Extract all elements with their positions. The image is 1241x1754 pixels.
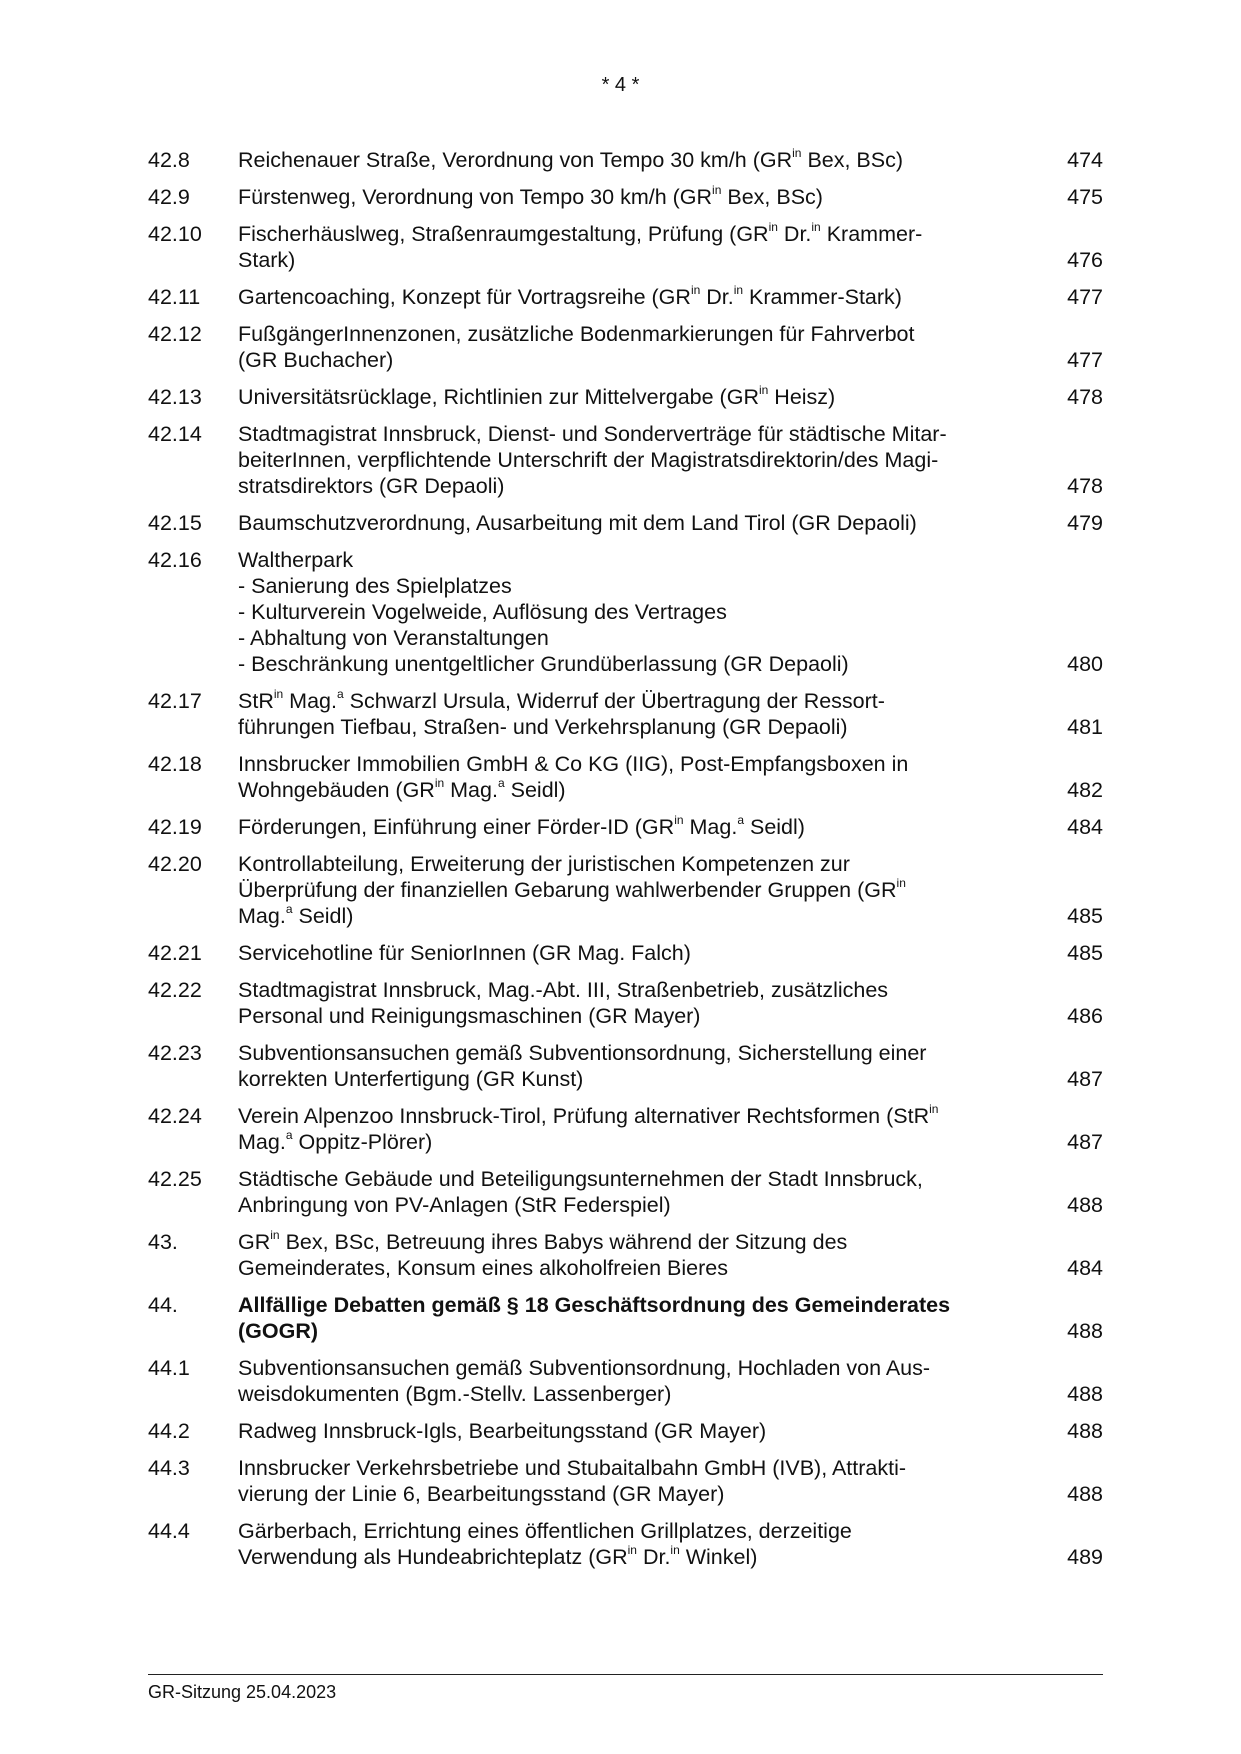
toc-entry [148, 547, 1103, 688]
toc-entry-title [238, 321, 1058, 384]
toc-entry-title [238, 814, 1058, 851]
toc-entry [148, 814, 1103, 851]
toc-entry-title-line: Innsbrucker Verkehrsbetriebe und Stubaitalbahn GmbH (IVB), Attrakti- [238, 1456, 907, 1480]
footer-session-date: GR-Sitzung 25.04.2023 [148, 1682, 337, 1702]
toc-entry-title-line: Subventionsansuchen gemäß Subventionsordnung, Sicherstellung einer [238, 1041, 927, 1065]
toc-entry-number: 42.25 [148, 1167, 202, 1191]
toc-entry-title [238, 977, 1058, 1040]
toc-entry-number: 42.12 [148, 322, 202, 346]
toc-entry-number: 44.1 [148, 1356, 190, 1380]
toc-entry-title [238, 1355, 1058, 1418]
toc-entry-title [238, 510, 1058, 547]
toc-entry-number: 42.10 [148, 222, 202, 246]
toc-entry-page: 484 [1067, 815, 1103, 839]
toc-entry-number: 43. [148, 1230, 178, 1254]
toc-entry-page: 481 [1067, 715, 1103, 739]
toc-entry-title-line: - Kulturverein Vogelweide, Auflösung des Vertrages [238, 600, 727, 624]
toc-entry-title-line: Anbringung von PV-Anlagen (StR Federspiel) [238, 1193, 671, 1217]
toc-entry-title [238, 1166, 1058, 1229]
toc-entry-page: 487 [1067, 1067, 1103, 1091]
toc-entry-title-line: Überprüfung der finanziellen Gebarung wahlwerbender Gruppen ($GR^{in}$ [238, 875, 906, 902]
toc-entry-number: 42.16 [148, 548, 202, 572]
toc-entry [148, 851, 1103, 940]
toc-entry-number: 42.18 [148, 752, 202, 776]
toc-entry-title-line: beiterInnen, verpflichtende Unterschrift der Magistratsdirektorin/des Magi- [238, 448, 939, 472]
toc-entry-title [238, 147, 1058, 184]
toc-entry [148, 940, 1103, 977]
toc-entry-page: 474 [1067, 148, 1103, 172]
toc-entry-title-line: Allfällige Debatten gemäß § 18 Geschäftsordnung des Gemeinderates [238, 1293, 951, 1317]
toc-entry-number: 42.23 [148, 1041, 202, 1065]
toc-entry-number: 42.14 [148, 422, 202, 446]
toc-entry-number: 42.8 [148, 148, 190, 172]
toc-entry-title-line: (GR Buchacher) [238, 348, 394, 372]
toc-entry-number: 42.9 [148, 185, 190, 209]
toc-entry-title-line: - Sanierung des Spielplatzes [238, 574, 512, 598]
toc-entry-title-line: Fürstenweg, Verordnung von Tempo 30 km/h ($GR^{in}$ Bex, BSc) [238, 182, 823, 209]
toc-entry-page: 478 [1067, 474, 1103, 498]
toc-entry-title [238, 851, 1058, 940]
toc-entry-title [238, 221, 1058, 284]
toc-entry-page: 475 [1067, 185, 1103, 209]
toc-entry-page: 482 [1067, 778, 1103, 802]
toc-entry-title [238, 1518, 1058, 1581]
toc-entry-number: 42.13 [148, 385, 202, 409]
toc-entry-page: 477 [1067, 285, 1103, 309]
toc-entry-page: 476 [1067, 248, 1103, 272]
toc-entry-page: 477 [1067, 348, 1103, 372]
toc-entry [148, 1518, 1103, 1581]
toc-entry-title-line: Kontrollabteilung, Erweiterung der juristischen Kompetenzen zur [238, 852, 850, 876]
toc-entry-title-line: Förderungen, Einführung einer Förder-ID ($GR^{in}$ Mag.$^a$ Seidl) [238, 812, 805, 839]
toc-entry-title [238, 184, 1058, 221]
table-of-contents [148, 147, 1103, 1581]
toc-entry [148, 221, 1103, 284]
toc-entry-title [238, 421, 1058, 510]
toc-entry-page: 484 [1067, 1256, 1103, 1280]
toc-entry-title-line: Innsbrucker Immobilien GmbH & Co KG (IIG), Post-Empfangsboxen in [238, 752, 909, 776]
toc-entry-title [238, 1292, 1058, 1355]
toc-entry-title-line: Verein Alpenzoo Innsbruck-Tirol, Prüfung alternativer Rechtsformen (StR$^{in}$ [238, 1101, 939, 1128]
toc-entry-page: 485 [1067, 941, 1103, 965]
toc-entry-title-line: Gemeinderates, Konsum eines alkoholfreien Bieres [238, 1256, 728, 1280]
toc-entry-title-line: Wohngebäuden ($GR^{in}$ Mag.$^a$ Seidl) [238, 775, 566, 802]
toc-entry-title [238, 751, 1058, 814]
toc-entry-title-line: Personal und Reinigungsmaschinen (GR Mayer) [238, 1004, 701, 1028]
toc-entry-page: 488 [1067, 1382, 1103, 1406]
toc-entry-page: 486 [1067, 1004, 1103, 1028]
toc-entry [148, 147, 1103, 184]
toc-entry [148, 184, 1103, 221]
toc-entry-number: 44.4 [148, 1519, 190, 1543]
toc-entry [148, 1103, 1103, 1166]
toc-entry-page: 487 [1067, 1130, 1103, 1154]
toc-entry-page: 489 [1067, 1545, 1103, 1569]
toc-entry-title [238, 1455, 1058, 1518]
toc-entry [148, 751, 1103, 814]
toc-entry-title-line: Stadtmagistrat Innsbruck, Dienst- und Sonderverträge für städtische Mitar- [238, 422, 947, 446]
toc-entry-title-line: korrekten Unterfertigung (GR Kunst) [238, 1067, 584, 1091]
toc-entry-title [238, 1418, 1058, 1455]
page-number: * 4 * [601, 74, 640, 96]
toc-entry-title-line: Stark) [238, 248, 296, 272]
toc-entry [148, 321, 1103, 384]
toc-entry-page: 480 [1067, 652, 1103, 676]
toc-entry [148, 284, 1103, 321]
toc-entry [148, 688, 1103, 751]
toc-entry [148, 1418, 1103, 1455]
toc-entry-title [238, 547, 1058, 688]
toc-entry-title [238, 284, 1058, 321]
toc-entry-title [238, 384, 1058, 421]
toc-entry-page: 488 [1067, 1419, 1103, 1443]
toc-entry [148, 1040, 1103, 1103]
toc-body [148, 147, 1103, 1581]
toc-entry-title-line: Reichenauer Straße, Verordnung von Tempo 30 km/h ($GR^{in}$ Bex, BSc) [238, 145, 904, 172]
footer-divider [148, 1674, 1103, 1675]
toc-entry-title-line: weisdokumenten (Bgm.-Stellv. Lassenberger) [238, 1382, 672, 1406]
toc-entry-title [238, 940, 1058, 977]
toc-entry-title [238, 1040, 1058, 1103]
toc-entry [148, 1166, 1103, 1229]
toc-entry-title-line: Servicehotline für SeniorInnen (GR Mag. Falch) [238, 941, 691, 965]
toc-entry-number: 42.19 [148, 815, 202, 839]
toc-entry-number: 42.17 [148, 689, 202, 713]
toc-entry-number: 42.20 [148, 852, 202, 876]
toc-entry-title-line: Subventionsansuchen gemäß Subventionsordnung, Hochladen von Aus- [238, 1356, 931, 1380]
toc-entry-title-line: führungen Tiefbau, Straßen- und Verkehrsplanung (GR Depaoli) [238, 715, 848, 739]
toc-entry-page: 488 [1067, 1482, 1103, 1506]
toc-entry-title-line: Universitätsrücklage, Richtlinien zur Mittelvergabe ($GR^{in}$ Heisz) [238, 382, 836, 409]
toc-entry-number: 44.2 [148, 1419, 190, 1443]
toc-entry-title [238, 1229, 1058, 1292]
toc-entry-title-line: - Beschränkung unentgeltlicher Grundüberlassung (GR Depaoli) [238, 652, 849, 676]
toc-entry-page: 488 [1067, 1193, 1103, 1217]
toc-entry-title [238, 1103, 1058, 1166]
toc-entry-page: 488 [1067, 1319, 1103, 1343]
toc-entry [148, 510, 1103, 547]
toc-entry-title-line: stratsdirektors (GR Depaoli) [238, 474, 505, 498]
toc-entry-number: 42.15 [148, 511, 202, 535]
toc-entry-number: 42.11 [148, 285, 201, 309]
toc-entry [148, 384, 1103, 421]
toc-entry-title-line: vierung der Linie 6, Bearbeitungsstand (GR Mayer) [238, 1482, 725, 1506]
toc-entry-title-line: Gärberbach, Errichtung eines öffentlichen Grillplatzes, derzeitige [238, 1519, 852, 1543]
toc-entry-title-line: - Abhaltung von Veranstaltungen [238, 626, 549, 650]
toc-entry-title-line: Mag.$^a$ Oppitz-Plörer) [238, 1127, 433, 1154]
toc-entry-title-line: Mag.$^a$ Seidl) [238, 901, 354, 928]
toc-entry-number: 42.22 [148, 978, 202, 1002]
toc-entry-title-line: Fischerhäuslweg, Straßenraumgestaltung, Prüfung ($GR^{in}$ Dr.$^{in}$ Krammer- [238, 219, 923, 246]
toc-entry-title-line: Baumschutzverordnung, Ausarbeitung mit dem Land Tirol (GR Depaoli) [238, 511, 917, 535]
toc-entry [148, 1292, 1103, 1355]
toc-entry-title-line: Gartencoaching, Konzept für Vortragsreihe ($GR^{in}$ Dr.$^{in}$ Krammer-Stark) [238, 282, 902, 309]
toc-entry-title-line: Radweg Innsbruck-Igls, Bearbeitungsstand (GR Mayer) [238, 1419, 767, 1443]
toc-entry [148, 421, 1103, 510]
toc-entry-title-line: StR$^{in}$ Mag.$^a$ Schwarzl Ursula, Widerruf der Übertragung der Ressort- [238, 686, 885, 713]
toc-entry-title-line: FußgängerInnenzonen, zusätzliche Bodenmarkierungen für Fahrverbot [238, 322, 915, 346]
toc-entry-number: 42.21 [148, 941, 202, 965]
toc-entry-number: 44. [148, 1293, 178, 1317]
toc-entry-title-line: Verwendung als Hundeabrichteplatz ($GR^{in}$ Dr.$^{in}$ Winkel) [238, 1542, 758, 1569]
toc-entry-title-line: Stadtmagistrat Innsbruck, Mag.-Abt. III, Straßenbetrieb, zusätzliches [238, 978, 889, 1002]
toc-entry [148, 977, 1103, 1040]
toc-entry-page: 478 [1067, 385, 1103, 409]
toc-entry [148, 1455, 1103, 1518]
toc-entry-page: 479 [1067, 511, 1103, 535]
toc-entry-number: 44.3 [148, 1456, 190, 1480]
toc-entry-page: 485 [1067, 904, 1103, 928]
toc-entry-title-line: Waltherpark [238, 548, 354, 572]
toc-entry-title-line: Städtische Gebäude und Beteiligungsunternehmen der Stadt Innsbruck, [238, 1167, 923, 1191]
toc-entry-title-line: $GR^{in}$ Bex, BSc, Betreuung ihres Babys während der Sitzung des [238, 1227, 848, 1254]
toc-entry-title [238, 688, 1058, 751]
toc-entry-title-line: (GOGR) [238, 1319, 319, 1343]
toc-entry-number: 42.24 [148, 1104, 202, 1128]
toc-entry [148, 1229, 1103, 1292]
toc-entry [148, 1355, 1103, 1418]
